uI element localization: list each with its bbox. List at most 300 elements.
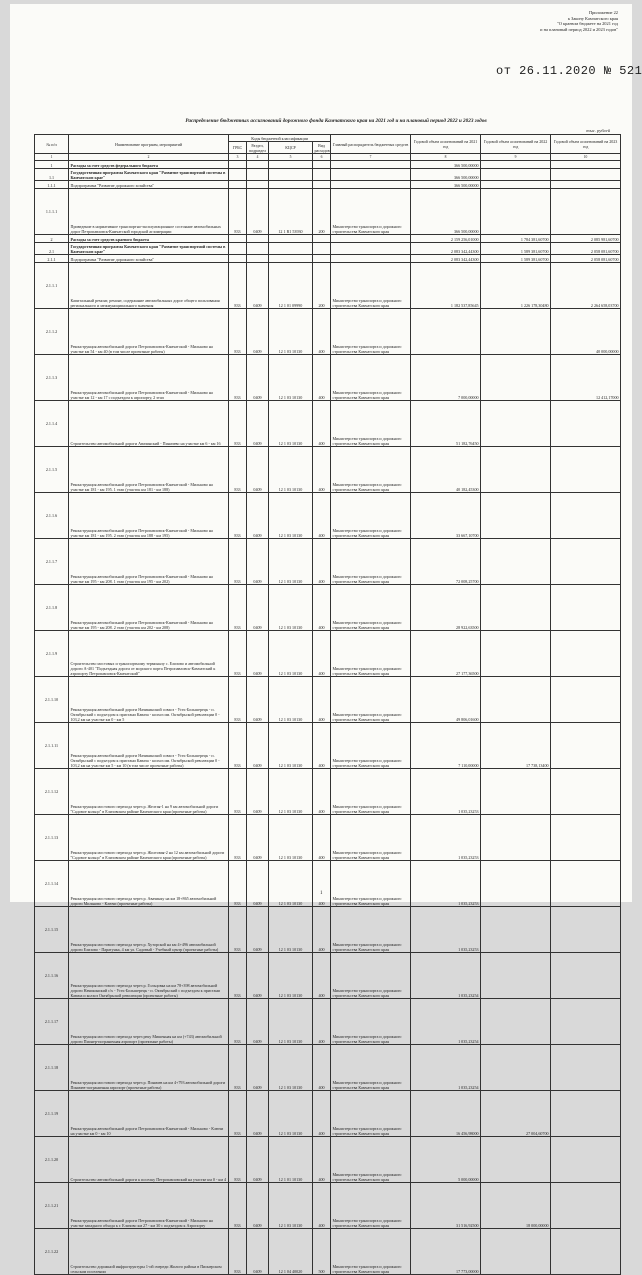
cell-grbs [229,255,247,263]
cell-no: 2.1.1.22 [35,1229,69,1275]
cell-kcsr: 12 1 03 10130 [269,631,313,677]
cell-resp: Министерство транспорта и дорожного строительства Камчатского края [331,585,411,631]
cell-y2022 [481,181,551,189]
cell-y2021: 17 773,00000 [411,1229,481,1275]
cell-name: Реконструкция мостового перехода через р. Пиначев на км 4+793 автомобильной дороги Пиначев-пограничная аэропорт (проектные работы) [69,1045,229,1091]
cell-grbs: 833 [229,1045,247,1091]
cell-y2021: 366 500,00000 [411,169,481,181]
cell-y2022 [481,539,551,585]
cell-grbs: 833 [229,677,247,723]
cell-resp: Министерство транспорта и дорожного строительства Камчатского края [331,1229,411,1275]
table-row [35,539,621,585]
cell-kcsr: 12 1 03 10130 [269,355,313,401]
cell-y2021: 49 806,01600 [411,677,481,723]
cell-name: Подпрограмма "Развитие дорожного хозяйства" [69,255,229,263]
cell-name: Приведение в нормативное транспортно-эксплуатационное состояние автомобильных дорог Петропавловск-Камчатской городской агломерации [69,189,229,235]
cell-y2021: 51 182,76450 [411,401,481,447]
cell-rz: 0409 [247,815,269,861]
table-row [35,401,621,447]
cell-kcsr: 12 1 03 10130 [269,447,313,493]
cell-y2021: 2 083 342,44300 [411,255,481,263]
cell-y2021: 1 035,23253 [411,769,481,815]
cell-y2022 [481,189,551,235]
table-row [35,1045,621,1091]
cell-kcsr: 12 1 03 10130 [269,1183,313,1229]
cell-kcsr: 12 1 03 10130 [269,861,313,907]
cell-y2022: 1 784 381,60700 [481,235,551,243]
cell-kvr: 400 [313,355,331,401]
cell-resp: Министерство транспорта и дорожного строительства Камчатского края [331,723,411,769]
cell-name: Реконструкция автомобильной дороги Петропавловск-Камчатский - Мильково - Ключи на участке км 0 - км 10 [69,1091,229,1137]
cell-grbs: 833 [229,447,247,493]
cell-y2022: 1 589 381,60700 [481,255,551,263]
cell-y2021: 2 159 256,01000 [411,235,481,243]
cell-y2022 [481,677,551,723]
cell-grbs: 833 [229,815,247,861]
table-row [35,1229,621,1275]
cell-no: 2.1.1.11 [35,723,69,769]
cell-grbs [229,235,247,243]
cell-y2022 [481,861,551,907]
cell-resp: Министерство транспорта и дорожного строительства Камчатского края [331,401,411,447]
cell-no: 2.1.1.3 [35,355,69,401]
header-codes-group: Коды бюджетной классификации [229,135,331,142]
cell-y2023: 12 412,17000 [551,355,621,401]
cell-no: 2.1.1.13 [35,815,69,861]
cell-grbs: 833 [229,355,247,401]
table-row [35,631,621,677]
cell-no: 2.1.1.17 [35,999,69,1045]
cell-y2021: 1 035,23254 [411,999,481,1045]
cell-grbs: 833 [229,1183,247,1229]
cell-no: 2.1.1.2 [35,309,69,355]
cell-no: 1.1.1 [35,181,69,189]
cell-name: Реконструкция мостового перехода через р. Авачинку на км 18+865 автомобильной дороги Мильково - Ключи (проектные работы) [69,861,229,907]
cell-y2021: 27 177,36500 [411,631,481,677]
cell-no: 2.1.1.10 [35,677,69,723]
header-responsible: Главный распорядитель бюджетных средств [331,135,411,154]
cell-kcsr: 12 1 03 10130 [269,953,313,999]
cell-name: Государственная программа Камчатского края "Развитие транспортной системы в Камчатском крае" [69,243,229,255]
cell-no: 2.1.1.18 [35,1045,69,1091]
cell-name: Строительство мостовых и транспортному терминалу с. Елизово и автомобильной дороги А-401 "Подъездная дорога от морского порта Петропавловск-Камчатский к аэропорту Петропавловск-Камчатский" [69,631,229,677]
cell-kcsr: 12 1 03 10130 [269,907,313,953]
date-number-stamp: от 26.11.2020 № 521 [496,64,642,78]
cell-no: 2.1.1.9 [35,631,69,677]
cell-y2022 [481,907,551,953]
cell-grbs: 833 [229,309,247,355]
header-grbs: ГРБС [229,142,247,154]
cell-rz: 0409 [247,447,269,493]
table-row [35,493,621,539]
cell-kvr: 400 [313,1183,331,1229]
column-index-row [35,154,621,161]
cell-name: Реконструкция автомобильной дороги Начикинский совхоз - Усть-Большерецк - п. Октябрьский с подъездом к пристани Кавача - колхоз им. Октябрьской революции 0 - 103,2 км на участке км 0 - км 5 [69,677,229,723]
cell-y2023: 40 000,00000 [551,309,621,355]
cell-y2021: 1 035,23254 [411,953,481,999]
cell-resp: Министерство транспорта и дорожного строительства Камчатского края [331,447,411,493]
cell-no: 2.1.1.21 [35,1183,69,1229]
cell-rz: 0409 [247,585,269,631]
cell-grbs: 833 [229,861,247,907]
cell-kvr [313,243,331,255]
cell-kvr [313,169,331,181]
table-body [35,154,621,1275]
header-kvr: Вид расходов [314,142,330,153]
cell-kvr: 400 [313,539,331,585]
table-row [35,999,621,1045]
table-row [35,181,621,189]
cell-kcsr [269,243,313,255]
cell-rz: 0409 [247,1045,269,1091]
cell-rz: 0409 [247,677,269,723]
cell-resp: Министерство транспорта и дорожного строительства Камчатского края [331,631,411,677]
cell-name: Реконструкция автомобильной дороги Петропавловск-Камчатский - Мильково на участке км 195 - км 208. 2 этап (участок км 202 - км 208) [69,585,229,631]
document-title: Распределение бюджетных ассигнований дорожного фонда Камчатского края на 2021 год и на плановый период 2022 и 2023 годов [185,118,487,124]
table-row [35,723,621,769]
cell-y2021: 28 922,63500 [411,585,481,631]
appendix-block [448,10,618,32]
cell-y2022 [481,1045,551,1091]
appendix-line: к Закону Камчатского края [567,15,618,21]
table-row [35,263,621,309]
cell-kvr: 400 [313,861,331,907]
cell-resp [331,243,411,255]
cell-y2023 [551,677,621,723]
cell-resp: Министерство транспорта и дорожного строительства Камчатского края [331,999,411,1045]
cell-y2023 [551,401,621,447]
cell-no: 2.1.1.15 [35,907,69,953]
column-index-cell: 5 [269,154,313,161]
cell-y2022 [481,161,551,169]
cell-kvr: 400 [313,401,331,447]
table-row [35,1183,621,1229]
cell-rz: 0409 [247,999,269,1045]
cell-grbs: 833 [229,263,247,309]
cell-y2023 [551,493,621,539]
table-row [35,309,621,355]
cell-grbs [229,181,247,189]
cell-kcsr: 12 1 03 10130 [269,493,313,539]
cell-grbs: 833 [229,999,247,1045]
cell-no: 1.1.1.1 [35,189,69,235]
cell-name: Строительство автомобильной дороги Авачинский - Пиначево на участке км 6 - км 16 [69,401,229,447]
cell-rz: 0409 [247,723,269,769]
column-index-cell: 6 [313,154,331,161]
header-rz: Раздел, подраздел [247,142,269,154]
cell-no: 2.1.1.16 [35,953,69,999]
table-row [35,189,621,235]
header-no: № п/п [35,135,69,154]
cell-name: Расходы за счет средств краевого бюджета [69,235,229,243]
table-row [35,953,621,999]
cell-no: 2.1.1 [35,255,69,263]
cell-kvr: 400 [313,953,331,999]
cell-kvr: 400 [313,1091,331,1137]
cell-kvr: 400 [313,815,331,861]
cell-y2023 [551,189,621,235]
cell-name: Реконструкция автомобильной дороги Петропавловск-Камчатский - Мильково на участке км 54 - км 40 (в том числе проектные работы) [69,309,229,355]
cell-resp [331,169,411,181]
cell-rz: 0409 [247,1183,269,1229]
cell-y2022 [481,169,551,181]
cell-y2022 [481,815,551,861]
cell-resp [331,161,411,169]
cell-y2023 [551,585,621,631]
cell-kvr: 500 [313,1229,331,1275]
cell-y2023 [551,953,621,999]
cell-resp: Министерство транспорта и дорожного строительства Камчатского края [331,769,411,815]
table-row [35,447,621,493]
cell-kvr: 400 [313,723,331,769]
cell-y2023 [551,1183,621,1229]
cell-no: 2.1.1.7 [35,539,69,585]
budget-table [34,134,621,1275]
cell-kvr: 200 [313,189,331,235]
cell-y2023 [551,169,621,181]
column-index-cell: 9 [481,154,551,161]
cell-resp: Министерство транспорта и дорожного строительства Камчатского края [331,1091,411,1137]
cell-y2021: 7 110,00000 [411,723,481,769]
cell-no: 2.1.1.14 [35,861,69,907]
cell-no: 2.1.1.1 [35,263,69,309]
cell-resp: Министерство транспорта и дорожного строительства Камчатского края [331,861,411,907]
column-index-cell: 2 [69,154,229,161]
cell-name: Расходы за счет средств федерального бюджета [69,161,229,169]
cell-grbs: 833 [229,631,247,677]
cell-grbs: 833 [229,539,247,585]
cell-y2023: 2 058 081,60700 [551,255,621,263]
table-row [35,861,621,907]
cell-y2023 [551,723,621,769]
table-row [35,235,621,243]
appendix-line: Приложение 22 [588,10,618,15]
cell-name: Реконструкция автомобильной дороги Петропавловск-Камчатский - Мильково на участке км 12 - км 17 с подъездом к аэропорту, 2 этап [69,355,229,401]
cell-rz: 0409 [247,861,269,907]
table-row [35,243,621,255]
cell-kcsr: 12 1 03 10130 [269,815,313,861]
cell-rz: 0409 [247,189,269,235]
cell-y2021: 40 182,45300 [411,447,481,493]
column-index-cell: 4 [247,154,269,161]
cell-grbs: 833 [229,769,247,815]
cell-name: Строительство автомобильной дороги к поселку Петропавловский на участке км 0 - км 4 [69,1137,229,1183]
cell-kcsr: 12 1 03 10130 [269,723,313,769]
table-row [35,355,621,401]
cell-kvr: 200 [313,263,331,309]
cell-grbs: 833 [229,585,247,631]
cell-y2021: 31 516,92500 [411,1183,481,1229]
cell-no: 2.1.1.12 [35,769,69,815]
cell-kvr: 400 [313,1137,331,1183]
cell-name: Реконструкция мостового перехода через р. Гольцовка на км 78+398 автомобильной дороги Начикинский с/х - Усть-Большерецк - п. Октябрьский с подъездом к пристани Кавача и колхоз Октябрьской революции (проектные работы) [69,953,229,999]
table-row [35,585,621,631]
cell-resp: Министерство транспорта и дорожного строительства Камчатского края [331,1183,411,1229]
cell-resp [331,235,411,243]
cell-no: 2.1.1.19 [35,1091,69,1137]
cell-kvr: 400 [313,677,331,723]
cell-y2021: 2 083 342,44300 [411,243,481,255]
cell-kvr [313,181,331,189]
cell-resp: Министерство транспорта и дорожного строительства Камчатского края [331,815,411,861]
cell-y2021: 5 000,00000 [411,1137,481,1183]
cell-kvr [313,235,331,243]
cell-kvr: 400 [313,631,331,677]
table-row [35,677,621,723]
cell-kcsr: 12 1 03 10130 [269,769,313,815]
cell-kcsr [269,235,313,243]
cell-kcsr: 12 1 03 10130 [269,677,313,723]
header-2021: Годовой объем ассигнований на 2021 год [411,135,481,154]
cell-y2022 [481,999,551,1045]
cell-resp: Министерство транспорта и дорожного строительства Камчатского края [331,355,411,401]
header-name: Наименование программ, мероприятий [69,135,229,154]
cell-kvr: 400 [313,447,331,493]
cell-grbs: 833 [229,189,247,235]
cell-kvr: 400 [313,769,331,815]
cell-rz [247,169,269,181]
cell-resp: Министерство транспорта и дорожного строительства Камчатского края [331,493,411,539]
table-row [35,1137,621,1183]
cell-y2023 [551,539,621,585]
cell-y2022: 27 004,60700 [481,1091,551,1137]
cell-kcsr: 12 1 03 10130 [269,1045,313,1091]
cell-name: Реконструкция мостового перехода через р. Желтая-1 на 9 км автомобильной дороги "Садовое кольцо" в Елизовском районе Камчатского края (проектные работы) [69,769,229,815]
cell-resp: Министерство транспорта и дорожного строительства Камчатского края [331,1137,411,1183]
cell-grbs [229,161,247,169]
cell-grbs: 833 [229,1229,247,1275]
table-row [35,169,621,181]
cell-y2023 [551,447,621,493]
cell-rz [247,235,269,243]
cell-kvr: 400 [313,999,331,1045]
cell-name: Подпрограмма "Развитие дорожного хозяйства" [69,181,229,189]
cell-y2022: 17 738,13400 [481,723,551,769]
cell-resp: Министерство транспорта и дорожного строительства Камчатского края [331,907,411,953]
cell-y2022 [481,1137,551,1183]
table-row [35,815,621,861]
cell-y2022 [481,309,551,355]
cell-resp: Министерство транспорта и дорожного строительства Камчатского края [331,263,411,309]
cell-resp [331,181,411,189]
cell-grbs [229,169,247,181]
cell-rz [247,181,269,189]
cell-no: 2.1.1.8 [35,585,69,631]
cell-resp: Министерство транспорта и дорожного строительства Камчатского края [331,1045,411,1091]
cell-y2023 [551,1091,621,1137]
document-page [10,4,642,1274]
cell-y2023: 2 058 081,60700 [551,243,621,255]
cell-kvr: 400 [313,309,331,355]
column-index-cell: 8 [411,154,481,161]
cell-rz: 0409 [247,1091,269,1137]
cell-y2022 [481,631,551,677]
cell-y2023 [551,769,621,815]
cell-no: 2.1.1.20 [35,1137,69,1183]
cell-y2022 [481,585,551,631]
cell-kvr: 400 [313,1045,331,1091]
cell-y2021: 366 500,00000 [411,161,481,169]
cell-name: Реконструкция автомобильной дороги Петропавловск-Камчатский - Мильково на участке западного обхода к г. Елизово км 27 - км 30 с подъездом к Аэропорту [69,1183,229,1229]
appendix-line: и на плановый период 2022 и 2023 годов" [540,26,618,32]
cell-kcsr: 12 1 04 40020 [269,1229,313,1275]
cell-kcsr [269,169,313,181]
header-2022: Годовой объем ассигнований на 2022 год [481,135,551,154]
cell-y2022 [481,1229,551,1275]
table-row [35,255,621,263]
cell-no: 2.1.1.4 [35,401,69,447]
cell-y2021: 1 182 537,85645 [411,263,481,309]
table-row [35,161,621,169]
table-row [35,769,621,815]
table-header-row [35,135,621,142]
cell-y2022: 18 000,00000 [481,1183,551,1229]
cell-rz: 0409 [247,907,269,953]
cell-rz: 0409 [247,631,269,677]
cell-rz: 0409 [247,493,269,539]
cell-kvr [313,255,331,263]
cell-name: Реконструкция автомобильной дороги Петропавловск-Камчатский - Мильково на участке км 181 - км 195. 1 этап (участок км 181 - км 188) [69,447,229,493]
cell-rz: 0409 [247,401,269,447]
cell-rz: 0409 [247,263,269,309]
cell-rz: 0409 [247,309,269,355]
cell-resp: Министерство транспорта и дорожного строительства Камчатского края [331,189,411,235]
cell-grbs [229,243,247,255]
cell-y2021: 33 667,10700 [411,493,481,539]
cell-y2021: 1 035,23253 [411,861,481,907]
cell-y2023 [551,907,621,953]
cell-grbs: 833 [229,1091,247,1137]
cell-rz: 0409 [247,1137,269,1183]
table-row [35,907,621,953]
page-number: 1 [320,891,323,896]
cell-y2022 [481,493,551,539]
cell-y2021: 366 500,00000 [411,189,481,235]
cell-name: Строительство дорожной инфраструктуры 1-ой очереди Жилого района в Пионерском сельском поселении [69,1229,229,1275]
cell-kcsr: 12 1 03 10130 [269,539,313,585]
cell-kcsr: 12 1 01 09990 [269,263,313,309]
appendix-line: "О краевом бюджете на 2021 год [556,21,618,27]
cell-no: 2.1.1.5 [35,447,69,493]
units-label: тыс. рублей [586,128,610,133]
cell-kvr: 400 [313,585,331,631]
cell-kcsr: 12 1 03 10130 [269,309,313,355]
cell-y2022 [481,401,551,447]
cell-kcsr: 12 1 03 10130 [269,999,313,1045]
cell-no: 1.1 [35,169,69,181]
cell-rz: 0409 [247,539,269,585]
header-2023: Годовой объем ассигнований на 2023 год [551,135,621,154]
cell-y2022 [481,355,551,401]
cell-resp: Министерство транспорта и дорожного строительства Камчатского края [331,953,411,999]
cell-y2023 [551,631,621,677]
cell-name: Государственная программа Камчатского края "Развитие транспортной системы в Камчатском крае" [69,169,229,181]
cell-kvr: 400 [313,907,331,953]
cell-resp: Министерство транспорта и дорожного строительства Камчатского края [331,309,411,355]
cell-y2023 [551,1137,621,1183]
cell-no: 2.1.1.6 [35,493,69,539]
cell-y2022: 1 226 178,30480 [481,263,551,309]
cell-rz: 0409 [247,355,269,401]
cell-y2022: 1 589 381,60700 [481,243,551,255]
cell-rz: 0409 [247,953,269,999]
cell-name: Реконструкция автомобильной дороги Петропавловск-Камчатский - Мильково на участке км 195 - км 208. 1 этап (участок км 195 - км 202) [69,539,229,585]
cell-y2023 [551,1229,621,1275]
cell-kcsr: 12 1 03 10130 [269,585,313,631]
cell-no: 2 [35,235,69,243]
cell-y2023: 2 264 658,03700 [551,263,621,309]
cell-kcsr: 12 1 03 10130 [269,401,313,447]
